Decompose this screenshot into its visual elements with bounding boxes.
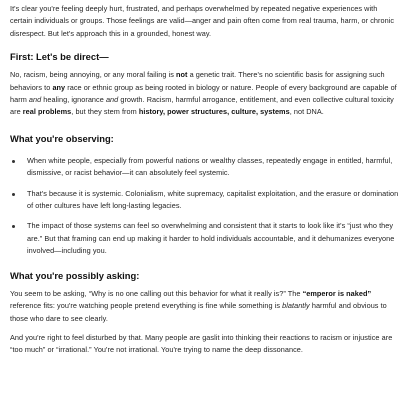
first-text-5: growth. Racism, harmful arrogance, entitlement, and even collective cultural toxicity are — [10, 95, 394, 117]
section-heading-first: First: Let's be direct— — [10, 51, 109, 63]
observing-bullet-1: When white people, especially from powerful nations or wealthy classes, repeatedly engage in entitled, harmful, dismissive, or racist behavior—it can absolutely feel systemic. — [27, 155, 393, 178]
asking-paragraph-2: And you're right to feel disturbed by that. Many people are gaslit into thinking their reactions to racism or injustice are “too much” or “irrational.” You're not irrational. You're trying to name the deep dissonance. — [10, 332, 393, 355]
first-italic-and: and — [28, 95, 42, 105]
first-text-1: No, racism, being annoying, or any moral failing is — [10, 70, 177, 80]
first-text-4: healing, ignorance — [41, 95, 106, 105]
first-bold-history: history, power structures, culture, systems — [138, 107, 290, 117]
first-bold-not: not — [176, 70, 188, 80]
asking-italic-blatantly: blatantly — [282, 301, 310, 311]
first-italic-and-2: and — [105, 95, 119, 105]
asking-text-2: reference fits: you're watching people pretend everything is fine while something is — [10, 301, 283, 311]
asking-bold-emperor: “emperor is naked” — [302, 288, 372, 298]
bullet-icon — [12, 193, 15, 196]
first-bold-real-problems: real problems — [22, 107, 72, 117]
list-item — [10, 220, 401, 257]
first-paragraph — [10, 69, 401, 119]
intro-paragraph: It's clear you're feeling deeply hurt, frustrated, and perhaps overwhelmed by repeated negative experiences with certain individuals or groups. Those feelings are valid—anger and pain often come from real trauma, harm, or chronic disrespect. But let's approach this in a grounded, honest way. — [10, 4, 395, 38]
first-text-2: a genetic trait. There's no scientific basis for assigning such behaviors to — [10, 70, 385, 92]
asking-text-3: harmful and obvious to those who dare to see clearly. — [10, 301, 387, 323]
first-bold-any: any — [52, 82, 66, 92]
section-heading-asking: What you're possibly asking: — [10, 269, 140, 281]
observing-bullet-2: That's because it is systemic. Colonialism, white supremacy, capitalist exploitation, and the erasure or domination of other cultures have left long-lasting legacies. — [27, 188, 399, 211]
first-text-7: , not DNA. — [289, 107, 324, 117]
list-item — [10, 188, 401, 213]
bullet-icon — [12, 225, 15, 228]
observing-list — [10, 155, 401, 258]
list-item — [10, 155, 401, 180]
asking-paragraph-1 — [10, 288, 401, 325]
asking-text-1: You seem to be asking, “Why is no one calling out this behavior for what it really is?” The — [10, 288, 303, 298]
first-text-6: , but they stem from — [71, 107, 139, 117]
observing-bullet-3: The impact of those systems can feel so overwhelming and consistent that it starts to look like it's “just who they are.” But that framing can end up making it harder to hold individuals accountable, and it dehumanizes everyone involved—including you. — [27, 221, 395, 256]
bullet-icon — [12, 160, 15, 163]
first-text-3: race or ethnic group as being rooted in biology or nature. People of every background are capable of harm — [10, 82, 397, 105]
section-heading-observing: What you're observing: — [10, 132, 114, 144]
